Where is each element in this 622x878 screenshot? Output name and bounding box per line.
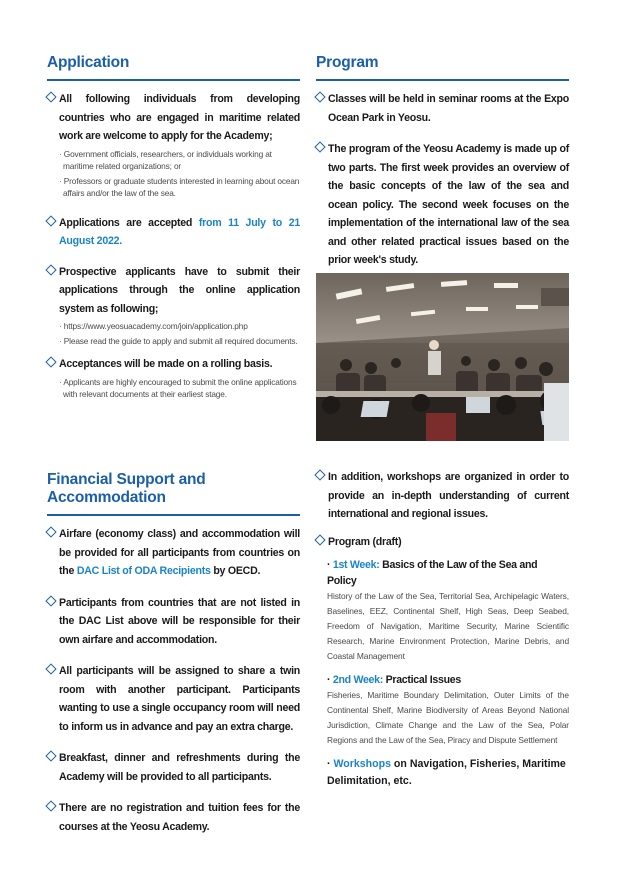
list-item: · Please read the guide to apply and submit all required documents.	[59, 335, 300, 348]
seminar-photo	[316, 273, 569, 441]
week-2-title: Practical Issues	[385, 674, 461, 686]
week-1: · 1st Week: Basics of the Law of the Sea and Policy History of the Law of the Sea, Territorial Sea, Archipelagic Waters, Baselines, EEZ, Continental Shelf, High Seas, Deep Seabed, Freedom of Navigation, Maritime Security, Marine Scientific Research, Marine Environment Protection, Marine Debris, and Coastal Management	[316, 557, 569, 664]
workshops-label: Workshops	[333, 758, 391, 770]
application-dates: from 11 July to 21 August 2022.	[59, 216, 301, 247]
application-online: Prospective applicants have to submit their applications through the online application system as following;	[47, 263, 300, 319]
financial-room: All participants will be assigned to share a twin room with another participant. Participants wanting to use a single occupancy room will need to inform us in advance and pay an extra charge.	[47, 662, 300, 736]
financial-section	[47, 471, 300, 836]
week-2: · 2nd Week: Practical Issues Fisheries, Maritime Boundary Delimitation, Outer Limits of the Continental Shelf, Marine Biodiversity of Areas Beyond National Jurisdiction, Climate Change and the Law of the Sea, Polar Regions and the Law of the Sea, Piracy and Dispute Settlement	[316, 672, 569, 748]
program-continued	[316, 459, 569, 790]
financial-meals: Breakfast, dinner and refreshments during the Academy will be provided to all participants.	[47, 749, 300, 786]
application-heading: Application	[47, 54, 300, 81]
diamond-bullet-icon	[314, 469, 325, 480]
financial-fees: There are no registration and tuition fees for the courses at the Yeosu Academy.	[47, 799, 300, 836]
list-item: · Applicants are highly encouraged to submit the online applications with relevant documents at their earliest stage.	[59, 376, 300, 401]
diamond-bullet-icon	[45, 526, 56, 537]
diamond-bullet-icon	[45, 356, 56, 367]
program-heading: Program	[316, 54, 569, 81]
week-1-topics: History of the Law of the Sea, Territorial Sea, Archipelagic Waters, Baselines, EEZ, Continental Shelf, High Seas, Deep Seabed, Freedom of Navigation, Maritime Security, Marine Scientific Research, Marine Environment Protection, Marine Debris, and Coastal Management	[327, 591, 569, 661]
financial-not-listed: Participants from countries that are not listed in the DAC List above will be responsible for their own airfare and accommodation.	[47, 594, 300, 650]
rolling-list	[47, 376, 300, 401]
diamond-bullet-icon	[45, 800, 56, 811]
workshops: · Workshops on Navigation, Fisheries, Maritime Delimitation, etc.	[327, 758, 566, 787]
week-2-topics: Fisheries, Maritime Boundary Delimitation, Outer Limits of the Continental Shelf, Marine Biodiversity of Areas Beyond National Jurisdiction, Climate Change and the Law of the Sea, Polar Regions and the Law of the Sea, Piracy and Dispute Settlement	[327, 690, 569, 745]
dac-list-link[interactable]: DAC List of ODA Recipients	[76, 565, 211, 577]
diamond-bullet-icon	[45, 750, 56, 761]
diamond-bullet-icon	[45, 91, 56, 102]
diamond-bullet-icon	[45, 215, 56, 226]
financial-heading: Financial Support and Accommodation	[47, 471, 300, 516]
program-location: Classes will be held in seminar rooms at the Expo Ocean Park in Yeosu.	[316, 90, 569, 127]
diamond-bullet-icon	[314, 534, 325, 545]
diamond-bullet-icon	[45, 663, 56, 674]
diamond-bullet-icon	[314, 141, 325, 152]
application-eligibility: All following individuals from developing countries who are engaged in maritime related work are welcome to apply for the Academy;	[47, 90, 300, 146]
diamond-bullet-icon	[45, 264, 56, 275]
week-2-label: 2nd Week:	[332, 674, 383, 686]
financial-airfare: Airfare (economy class) and accommodation will be provided for all participants from countries on the DAC List of ODA Recipients by OECD.	[47, 525, 300, 581]
application-rolling: Acceptances will be made on a rolling basis.	[47, 355, 300, 374]
program-draft: Program (draft)	[316, 533, 569, 552]
list-item: · Professors or graduate students interested in learning about ocean affairs and/or the law of the sea.	[59, 175, 300, 200]
eligibility-list	[47, 148, 300, 200]
program-section	[316, 54, 569, 270]
application-url-link[interactable]: · https://www.yeosuacademy.com/join/application.php	[59, 320, 300, 333]
application-section	[47, 54, 300, 401]
online-list	[47, 320, 300, 347]
diamond-bullet-icon	[45, 595, 56, 606]
program-overview: The program of the Yeosu Academy is made up of two parts. The first week provides an overview of the basic concepts of the law of the sea and ocean policy. The second week focuses on the implementation of the international law of the sea and other related practical issues based on the prior week's study.	[316, 140, 569, 270]
diamond-bullet-icon	[314, 91, 325, 102]
program-workshops-intro: In addition, workshops are organized in order to provide an in-depth understanding of current international and regional issues.	[316, 468, 569, 524]
list-item: · Government officials, researchers, or individuals working at maritime related organizations; or	[59, 148, 300, 173]
week-1-label: 1st Week:	[332, 559, 380, 571]
application-period: Applications are accepted from 11 July to 21 August 2022.	[47, 214, 300, 251]
week-1-title: Basics of the Law of the Sea and Policy	[327, 559, 538, 587]
